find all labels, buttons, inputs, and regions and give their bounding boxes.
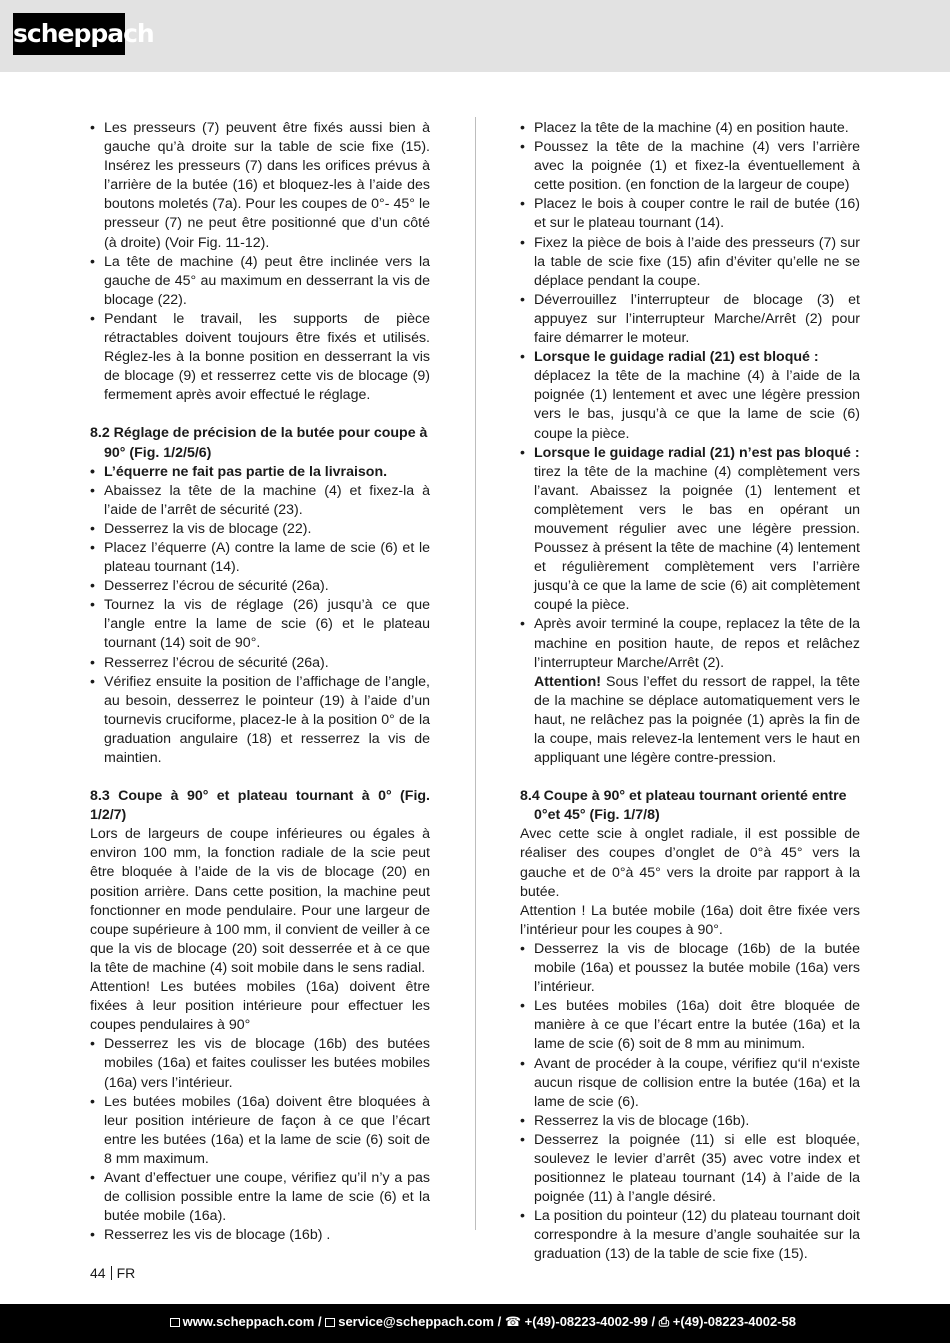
fax-number: +(49)-08223-4002-58	[672, 1314, 796, 1329]
fax-icon: ⎙	[658, 1314, 670, 1329]
list-item: • Desserrez les vis de blocage (16b) des butées mobiles (16a) et faites coulisser les butées mobiles (16a) vers l’intérieur.	[90, 1035, 430, 1092]
list-item-after-cut	[520, 615, 860, 768]
list-item: • Les presseurs (7) peuvent être fixés aussi bien à gauche qu’à droite sur la table de scie fixe (15). Insérez les presseurs (7) dans les orifices prévus à l’arrière de la butée (16) et bloquez-les à l’aide des boutons moletés (7a). Pour les coupes de 0°- 45° le presseur (7) ne peut être positionné que d’un côté (à droite) (Voir Fig. 11-12).	[90, 119, 430, 253]
page-footer	[0, 1304, 950, 1343]
contact-line	[170, 1314, 796, 1330]
section-8-3-heading: 8.3 Coupe à 90° et plateau tournant à 0° (Fig. 1/2/7)	[90, 788, 430, 824]
list-item: • La position du pointeur (12) du plateau tournant doit correspondre à la mesure d’angle souhaitée sur la graduation (13) de la table de scie fixe (15).	[520, 1207, 860, 1264]
phone-icon: ☎	[504, 1314, 522, 1329]
left-column	[90, 119, 430, 1245]
radial-blocked-text: déplacez la tête de la machine (4) à l’aide de la poignée (1) lentement et avec une légère pression vers le bas, jusqu’à ce que la lame de scie (6) coupe la pièce.	[534, 368, 860, 442]
after-cut-text: Après avoir terminé la coupe, replacez la tête de la machine en position haute, de repos et relâchez l’interrupteur Marche/Arrêt (2).	[534, 616, 860, 671]
phone-number: +(49)-08223-4002-99 /	[524, 1314, 656, 1329]
section-8-4-heading: 8.4 Coupe à 90° et plateau tournant orienté entre 0°et 45° (Fig. 1/7/8)	[520, 788, 847, 824]
section-8-3-paragraph: Lors de largeurs de coupe inférieures ou égales à environ 100 mm, la fonction radiale de la scie peut être bloquée à l’aide de la vis de blocage (20) en position arrière. Dans cette position, la machine peut fonctionner en mode pendulaire. Pour une largeur de coupe supérieure à 100 mm, il convient de veiller à ce que la vis de blocage (20) soit desserrée et à ce que la tête de machine (4) soit mobile dans le sens radial.	[90, 826, 430, 976]
computer-icon	[170, 1318, 180, 1327]
list-item: • Avant de procéder à la coupe, vérifiez qu‘il n‘existe aucun risque de collision entre la butée (16a) et la lame de scie (6).	[520, 1055, 860, 1112]
section-8-4-paragraph: Avec cette scie à onglet radiale, il est possible de réaliser des coupes d’onglet de 0°à 45° vers la gauche et de 0°à 45° vers la droite par rapport à la butée.	[520, 826, 860, 900]
section-8-4-attention: Attention ! La butée mobile (16a) doit être fixée vers l’intérieur pour les coupes à 90°.	[520, 902, 860, 938]
list-item: • Déverrouillez l’interrupteur de blocage (3) et appuyez sur l’interrupteur Marche/Arrêt (2) pour faire démarrer le moteur.	[520, 291, 860, 348]
list-item: • Placez l’équerre (A) contre la lame de scie (6) et le plateau tournant (14).	[90, 539, 430, 577]
attention-label: Attention!	[534, 673, 601, 690]
section-8-4-list	[520, 940, 860, 1265]
right-column	[520, 119, 860, 1265]
list-item: • Resserrez les vis de blocage (16b) .	[90, 1226, 430, 1245]
list-item: • Desserrez l’écrou de sécurité (26a).	[90, 577, 430, 596]
list-item: • Poussez la tête de la machine (4) vers l’arrière avec la poignée (1) et fixez-la éventuellement à cette position. (en fonction de la largeur de coupe)	[520, 138, 860, 195]
list-item: • Placez le bois à couper contre le rail de butée (16) et sur le plateau tournant (14).	[520, 195, 860, 233]
list-item: • Avant d’effectuer une coupe, vérifiez qu’il n’y a pas de collision possible entre la lame de scie (6) et la butée mobile (16a).	[90, 1169, 430, 1226]
procedure-list	[520, 119, 860, 768]
list-item: • Resserrez la vis de blocage (16b).	[520, 1112, 860, 1131]
section-8-2-list	[90, 463, 430, 769]
radial-unblocked-text: tirez la tête de la machine (4) complètement vers l’avant. Abaissez la poignée (1) lentement et complètement vers le bas en opérant un mouvement régulier avec une légère pression. Poussez à présent la tête de machine (4) lentement et régulièrement complètement vers l’arrière jusqu’à ce que la lame de scie (6) ait complètement coupé la pièce.	[534, 463, 860, 614]
email-link[interactable]: service@scheppach.com /	[338, 1314, 502, 1329]
list-item: • Desserrez la poignée (11) si elle est bloquée, soulevez le levier d’arrêt (35) avec votre index et positionnez le plateau tournant (14) à l’aide de la poignée (11) à l’angle désiré.	[520, 1131, 860, 1207]
list-item: • Les butées mobiles (16a) doit être bloquée de manière à ce que l’écart entre la butée (16a) et la lame de scie (6) soit de 8 mm au minimum.	[520, 997, 860, 1054]
list-item: • Fixez la pièce de bois à l’aide des presseurs (7) sur la table de scie fixe (15) afin d’éviter qu’elle ne se déplace pendant la coupe.	[520, 234, 860, 291]
brand-logo: scheppach	[13, 13, 125, 55]
envelope-icon	[325, 1318, 335, 1327]
list-item-radial-blocked	[520, 348, 860, 443]
attention-text: Sous l’effet du ressort de rappel, la tête de la machine se déplace automatiquement vers le haut, ne relâchez pas la poignée (1) après la fin de la coupe, mais relevez-la lentement vers le haut en appliquant une légère contre-pression.	[534, 673, 860, 767]
column-divider	[475, 117, 476, 1230]
list-item: • Desserrez la vis de blocage (16b) de la butée mobile (16a) et poussez la butée mobile (16a) vers l’intérieur.	[520, 940, 860, 997]
list-item: • Placez la tête de la machine (4) en position haute.	[520, 119, 860, 138]
section-8-2-heading: 8.2 Réglage de précision de la butée pour coupe à 90° (Fig. 1/2/5/6)	[90, 425, 428, 461]
list-item: • Les butées mobiles (16a) doivent être bloquées à leur position intérieure de façon à ce que l’écart entre les butées (16a) et la lame de scie (6) soit de 8 mm maximum.	[90, 1093, 430, 1169]
section-8-3-attention: Attention! Les butées mobiles (16a) doivent être fixées à leur position intérieure pour effectuer les coupes pendulaires à 90°	[90, 979, 430, 1034]
list-item: • Vérifiez ensuite la position de l’affichage de l’angle, au besoin, desserrez le pointeur (19) à l’aide d’un tournevis cruciforme, placez-le à la position 0° de la graduation angulaire (18) et resserrez la vis de maintien.	[90, 673, 430, 768]
page-header	[0, 0, 950, 72]
radial-blocked-label: Lorsque le guidage radial (21) est bloqué :	[534, 349, 819, 366]
list-item-radial-unblocked	[520, 444, 860, 616]
list-item: • Resserrez l’écrou de sécurité (26a).	[90, 654, 430, 673]
page-number: 44 FR	[90, 1265, 136, 1281]
list-item: • La tête de machine (4) peut être inclinée vers la gauche de 45° au maximum en desserrant la vis de blocage (22).	[90, 253, 430, 310]
section-8-3-list	[90, 1035, 430, 1245]
list-item: • Abaissez la tête de la machine (4) et fixez-la à l’aide de l’arrêt de sécurité (23).	[90, 482, 430, 520]
radial-unblocked-label: Lorsque le guidage radial (21) n’est pas bloqué :	[534, 444, 860, 461]
website-link[interactable]: www.scheppach.com /	[182, 1314, 322, 1329]
list-item: • Desserrez la vis de blocage (22).	[90, 520, 430, 539]
intro-list	[90, 119, 430, 405]
list-item: • L’équerre ne fait pas partie de la livraison.	[90, 463, 430, 482]
list-item: • Pendant le travail, les supports de pièce rétractables doivent toujours être fixés et utilisés. Réglez-les à la bonne position en desserrant la vis de blocage (9) et resserrez cette vis de blocage (9) fermement après avoir effectué le réglage.	[90, 310, 430, 405]
list-item: • Tournez la vis de réglage (26) jusqu’à ce que l’angle entre la lame de scie (6) et le plateau tournant (14) soit de 90°.	[90, 596, 430, 653]
